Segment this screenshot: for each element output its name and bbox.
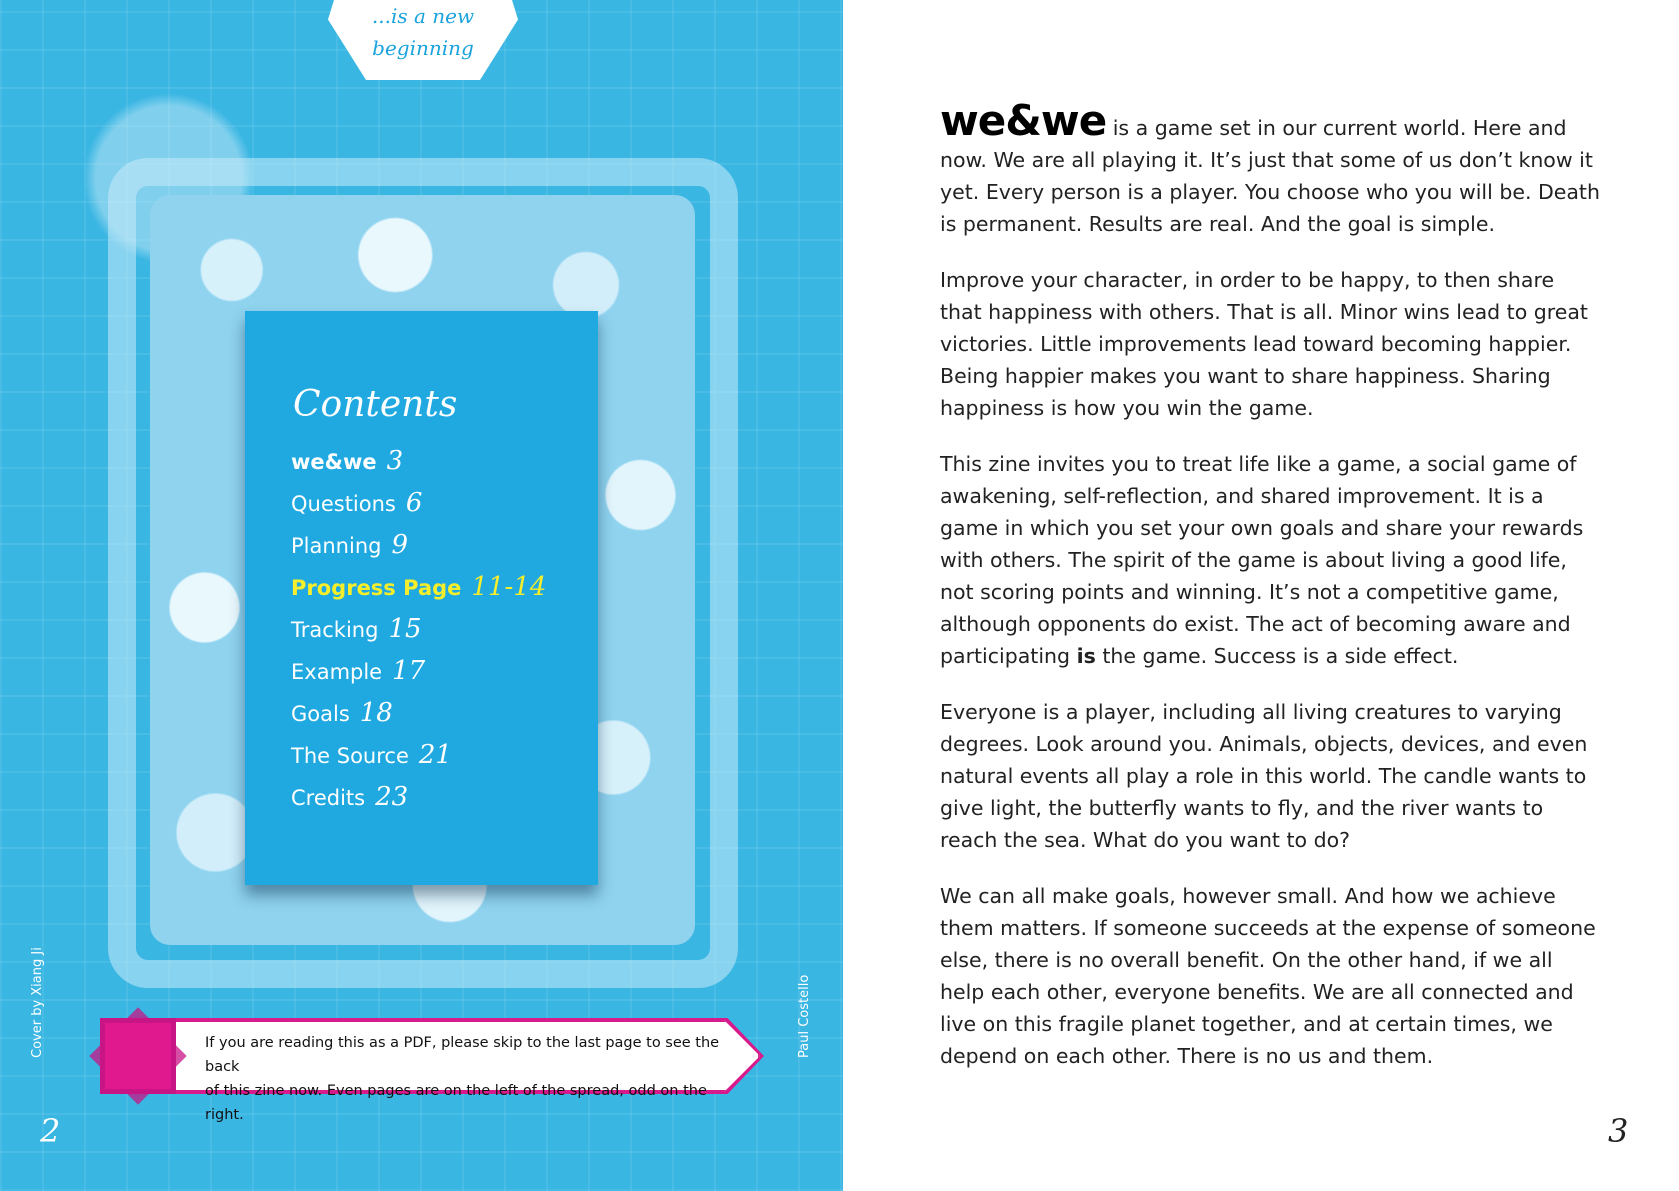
contents-item-label: Tracking	[291, 618, 379, 642]
contents-item-label: Planning	[291, 534, 382, 558]
paragraph-5: We can all make goals, however small. And how we achieve them matters. If someone succeeds at the expense of someone else, there is no overall benefit. On the other hand, if we all help each other, everyone benefits. We are all connected and live on this fragile planet together, and at certain times, we depend on each other. There is no us and them.	[940, 884, 1596, 1068]
badge-line-1: ...is a new	[371, 4, 475, 28]
contents-item-page: 9	[391, 530, 409, 560]
notice-line-2: of this zine now. Even pages are on the left of the spread, odd on the right.	[205, 1083, 707, 1123]
contents-item-label: Progress Page	[291, 576, 462, 600]
photo-credit: Paul Costello	[797, 974, 812, 1058]
contents-item-page: 23	[375, 782, 409, 812]
paragraph-3-end: the game. Success is a side effect.	[1102, 644, 1459, 668]
contents-item-questions[interactable]	[291, 488, 546, 530]
paragraph-2: Improve your character, in order to be happy, to then share that happiness with others. That is all. Minor wins lead to great victories. Little improvements lead toward becoming happier. Being happier makes you want to share happiness. Sharing happiness is how you win the game.	[940, 268, 1588, 420]
contents-item-progress-page[interactable]	[291, 572, 546, 614]
notice-line-1: If you are reading this as a PDF, please skip to the last page to see the back	[205, 1035, 720, 1075]
contents-item-page: 15	[388, 614, 422, 644]
contents-item-credits[interactable]	[291, 782, 546, 824]
badge-line-2: beginning	[372, 36, 474, 60]
contents-item-page: 11-14	[471, 572, 547, 602]
cover-credit: Cover by Xiang Ji	[30, 947, 45, 1058]
contents-item-tracking[interactable]	[291, 614, 546, 656]
contents-item-page: 17	[392, 656, 426, 686]
contents-item-page: 18	[359, 698, 393, 728]
contents-item-page: 21	[418, 740, 452, 770]
contents-item-page: 6	[405, 488, 423, 518]
pdf-notice	[100, 1018, 778, 1123]
contents-item-label: Goals	[291, 702, 350, 726]
contents-item-example[interactable]	[291, 656, 546, 698]
contents-title: Contents	[293, 384, 458, 425]
paragraph-1	[940, 96, 1600, 240]
contents-item-page: 3	[386, 446, 404, 476]
notice-text	[205, 1031, 745, 1127]
contents-item-goals[interactable]	[291, 698, 546, 740]
contents-item-label: Example	[291, 660, 383, 684]
contents-item-we-and-we[interactable]	[291, 446, 546, 488]
paragraph-1-text: is a game set in our current world. Here and now. We are all playing it. It’s just that some of us don’t know it yet. Every person is a player. You choose who you will be. Death is permanent. Results are real. And the goal is simple.	[940, 116, 1600, 236]
contents-item-label: Credits	[291, 786, 366, 810]
paragraph-3	[940, 448, 1600, 672]
contents-item-label: Questions	[291, 492, 396, 516]
badge-text	[328, 0, 518, 64]
star-badge-inner	[105, 1023, 171, 1089]
page-number-right: 3	[1608, 1112, 1629, 1150]
paragraph-3-main: This zine invites you to treat life like a game, a social game of awakening, self-reflection, and shared improvement. It is a game in which you set your own goals and share your rewards with others. The spirit of the game is about living a good life, not scoring points and winning. It’s not a competitive game, although opponents do exist. The act of becoming aware and participating	[940, 452, 1584, 668]
contents-item-label: we&we	[291, 450, 377, 474]
contents-item-planning[interactable]	[291, 530, 546, 572]
contents-item-label: The Source	[291, 744, 409, 768]
contents-box	[245, 311, 598, 885]
page-number-left: 2	[40, 1112, 61, 1150]
contents-item-the-source[interactable]	[291, 740, 546, 782]
contents-list	[291, 446, 546, 824]
article-body	[940, 96, 1600, 1096]
paragraph-4: Everyone is a player, including all living creatures to varying degrees. Look around you. Animals, objects, devices, and even natural events all play a role in this world. The candle wants to give light, the butterfly wants to fly, and the river wants to reach the sea. What do you want to do?	[940, 700, 1588, 852]
paragraph-3-bold: is	[1076, 644, 1096, 668]
we-and-we-logo: we&we	[940, 96, 1107, 145]
